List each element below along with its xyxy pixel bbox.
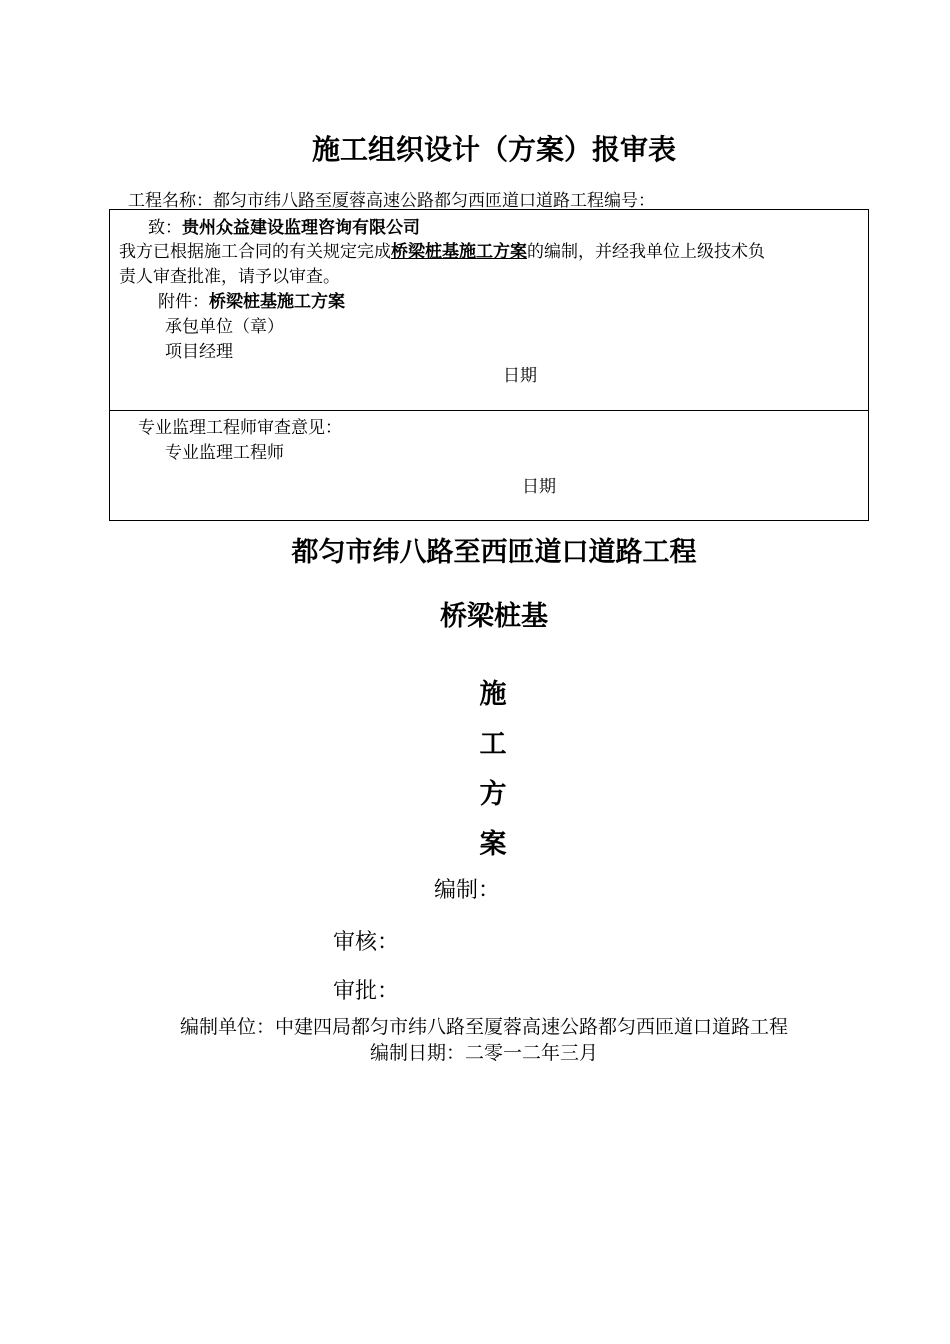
reviewed-by-label: 审核： <box>333 930 400 955</box>
supervisor-opinion-label: 专业监理工程师审查意见： <box>138 418 342 438</box>
cover-vertical-char-1: 施 <box>479 679 507 710</box>
compiled-by-label: 编制： <box>434 878 501 903</box>
approved-by-label: 审批： <box>333 979 400 1004</box>
addressee-line <box>148 213 420 238</box>
cover-vertical-char-3: 方 <box>479 779 507 810</box>
cover-vertical-char-4: 案 <box>479 829 507 860</box>
attachment-label: 附件： <box>158 292 209 312</box>
addressee-prefix: 致： <box>148 218 182 238</box>
compiling-date: 编制日期：二零一二年三月 <box>369 1042 598 1064</box>
body-part1: 我方已根据施工合同的有关规定完成 <box>119 242 391 262</box>
form-title: 施工组织设计（方案）报审表 <box>311 133 676 166</box>
body-line-2: 责人审查批准，请予以审查。 <box>119 267 340 287</box>
contractor-label: 承包单位（章） <box>165 317 284 337</box>
compiling-unit: 编制单位：中建四局都匀市纬八路至厦蓉高速公路都匀西匝道口道路工程 <box>179 1016 788 1038</box>
attachment-line <box>158 287 345 312</box>
body-line-1 <box>119 237 765 262</box>
date-label-2: 日期 <box>522 477 556 497</box>
review-form-table <box>109 209 869 521</box>
project-manager-label: 项目经理 <box>165 342 233 362</box>
cover-vertical-char-2: 工 <box>479 729 507 760</box>
body-part2: 的编制，并经我单位上级技术负 <box>527 242 765 262</box>
addressee-org: 贵州众益建设监理咨询有限公司 <box>182 218 420 238</box>
body-plan-name: 桥梁桩基施工方案 <box>391 242 527 262</box>
supervisor-label: 专业监理工程师 <box>165 443 284 463</box>
attachment-value: 桥梁桩基施工方案 <box>209 292 345 312</box>
project-name-line: 工程名称：都匀市纬八路至厦蓉高速公路都匀西匝道口道路工程编号： <box>128 191 655 211</box>
form-divider <box>110 410 868 411</box>
cover-title-line-2: 桥梁桩基 <box>440 601 548 632</box>
date-label-1: 日期 <box>503 366 537 386</box>
cover-title-line-1: 都匀市纬八路至西匝道口道路工程 <box>291 537 697 568</box>
